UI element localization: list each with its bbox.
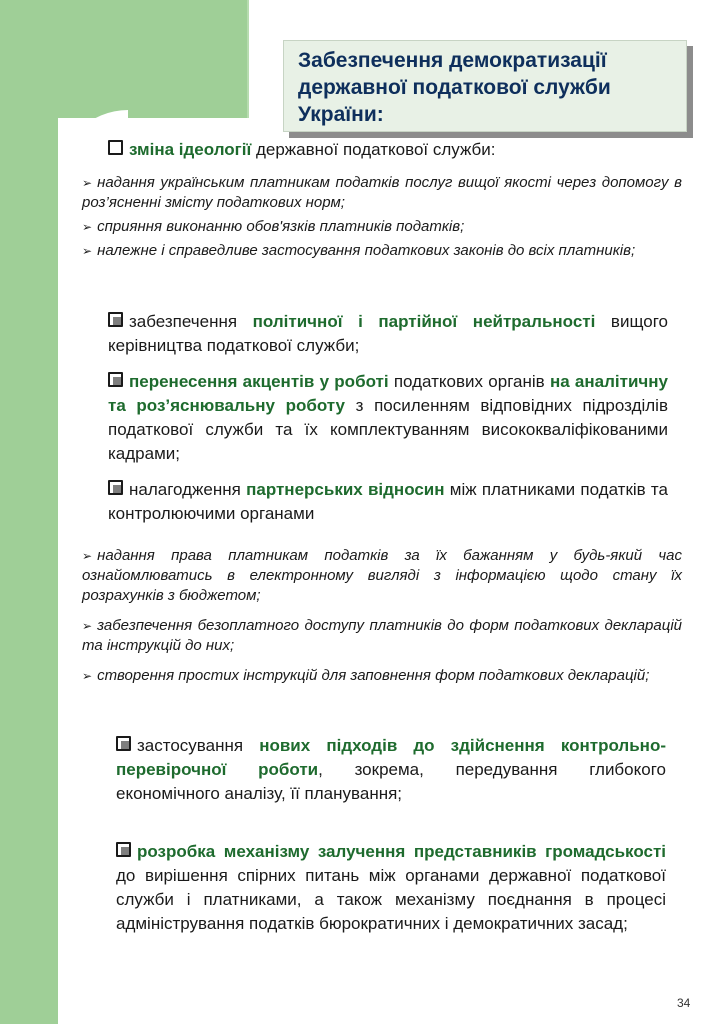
arrow-bullet-icon: ➢ [82, 619, 93, 633]
arrow-item: ➢ забезпечення безоплатного доступу платників до форм податкових декларацій та інструкцій до них; [82, 617, 682, 654]
checkbox-bullet-icon [108, 140, 123, 155]
arrow-bullet-icon: ➢ [82, 176, 93, 190]
page-number: 34 [677, 996, 691, 1010]
checkbox-bullet-icon [108, 372, 123, 387]
bullet-neutrality: забезпечення політичної і партійної нейтральності вищого керівництва податкової служби; [108, 312, 668, 355]
bullet-highlight: на аналітичну та роз’яснювальну роботу [108, 372, 668, 415]
bullet-accents: перенесення акцентів у роботі податкових органів на аналітичну та роз’яснювальну роботу з посиленням відповідних підрозділів податкової служби та їх комплектуванням висококваліфікованими кадрами; [108, 372, 668, 463]
bullet-highlight: нових підходів до здійснення контрольно-перевірочної роботи [116, 736, 666, 779]
title-line-1: Забезпечення демократизації [298, 49, 607, 72]
arrow-item: ➢ створення простих інструкцій для заповнення форм податкових декларацій; [82, 667, 650, 684]
arrow-item: ➢ сприяння виконанню обов'язків платників податків; [82, 218, 465, 235]
title-box [283, 40, 687, 132]
bullet-highlight: зміна ідеології [129, 140, 252, 159]
arrow-bullet-icon: ➢ [82, 220, 93, 234]
bullet-partnership: налагодження партнерських відносин між платниками податків та контролюючими органами [108, 480, 668, 523]
checkbox-bullet-icon [108, 480, 123, 495]
bullet-ideology [108, 138, 668, 162]
checkbox-bullet-icon [116, 842, 131, 857]
checkbox-bullet-icon [108, 312, 123, 327]
decor-band-left [0, 0, 58, 1024]
bullet-highlight: розробка механізму залучення представників громадськості [137, 842, 666, 861]
checkbox-bullet-icon [116, 736, 131, 751]
bullet-highlight: партнерських відносин [246, 480, 445, 499]
bullet-highlight: політичної і партійної нейтральності [252, 312, 596, 331]
bullet-text: державної податкової служби: [251, 140, 496, 159]
title-line-3: України: [298, 103, 384, 126]
bullet-highlight: перенесення акцентів у роботі [129, 372, 389, 391]
page-title [298, 47, 672, 128]
decor-band-edge [247, 0, 249, 118]
arrow-item: ➢ надання права платникам податків за їх бажанням у будь-який час ознайомлюватись в електронному вигляді з інформацією щодо стану їх розрахунків з бюджетом; [82, 547, 682, 604]
bullet-public-involvement: розробка механізму залучення представників громадськості до вирішення спірних питань між органами державної податкової служби і платниками, а також механізму поєднання в процесі адміністрування податків бюрократичних і демократичних засад; [116, 842, 666, 933]
arrow-item: ➢ надання українським платникам податків послуг вищої якості через допомогу в роз’ясненні змісту податкових норм; [82, 174, 682, 211]
title-line-2: державної податкової служби [298, 76, 611, 99]
arrow-item: ➢ належне і справедливе застосування податкових законів до всіх платників; [82, 242, 636, 259]
arrow-list-1 [82, 173, 682, 261]
bullet-new-approaches: застосування нових підходів до здійснення контрольно-перевірочної роботи, зокрема, передування глибокого економічного аналізу, її планування; [116, 736, 666, 803]
arrow-bullet-icon: ➢ [82, 244, 93, 258]
arrow-bullet-icon: ➢ [82, 549, 93, 563]
arrow-bullet-icon: ➢ [82, 669, 93, 683]
arrow-list-2 [82, 546, 682, 686]
